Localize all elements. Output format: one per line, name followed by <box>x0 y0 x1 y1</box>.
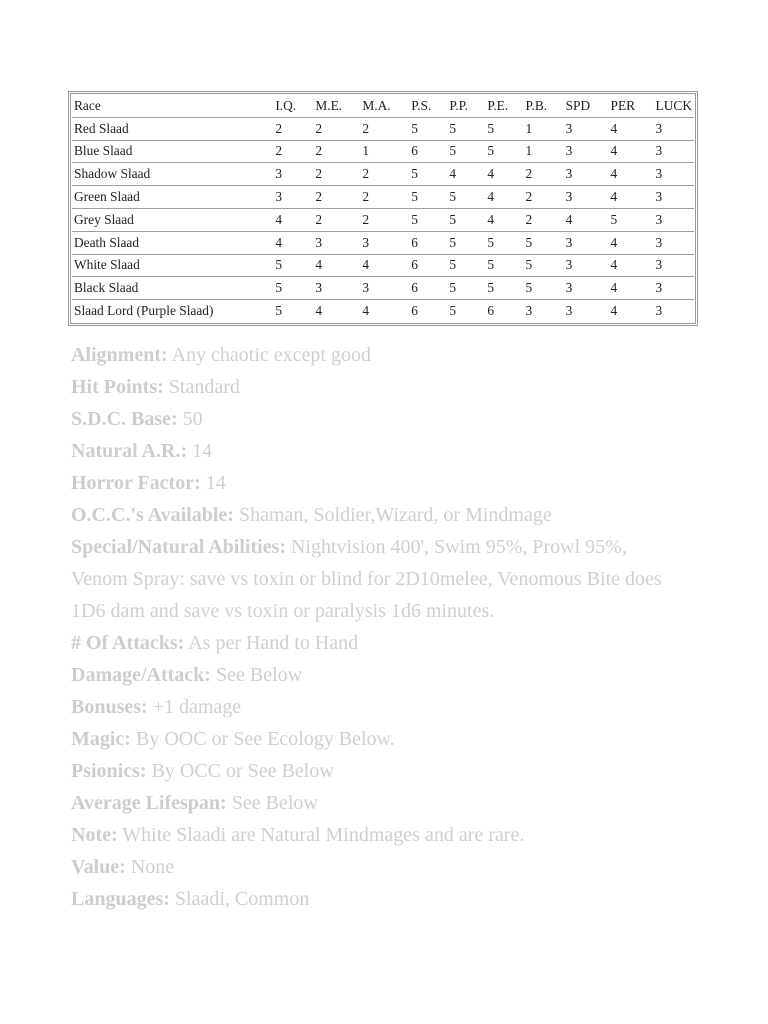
info-line <box>71 531 671 627</box>
stat-cell: 5 <box>447 117 485 140</box>
stat-cell: 5 <box>275 303 283 319</box>
table-row <box>72 140 694 163</box>
stat-cell: 5 <box>409 117 447 140</box>
header-luck: LUCK <box>654 95 694 117</box>
stat-cell: 3 <box>525 303 533 319</box>
stat-cell: 3 <box>654 208 694 231</box>
table-row <box>72 254 694 277</box>
stat-cell: 3 <box>313 231 360 254</box>
race-name-cell: Death Slaad <box>72 231 273 254</box>
info-value: Slaadi, Common <box>169 888 310 910</box>
stat-cell: 2 <box>313 163 360 186</box>
stat-cell: 4 <box>485 186 523 209</box>
info-value: Nightvision 400', Swim 95%, Prowl 95%, Venom Spray: save vs toxin or blind for 2D10melee, Venomous Bite does 1D6 dam and save vs toxin or paralysis 1d6 minutes. <box>71 536 662 622</box>
stat-cell: 3 <box>654 186 694 209</box>
table-row <box>72 186 694 209</box>
stat-cell: 2 <box>273 140 313 163</box>
stat-cell: 5 <box>485 277 523 300</box>
stat-cell: 2 <box>524 186 564 209</box>
info-label: Magic: <box>71 728 131 750</box>
race-name-cell: Shadow Slaad <box>72 163 273 186</box>
stat-cell: 4 <box>609 163 654 186</box>
stat-cell: 4 <box>609 117 654 140</box>
creature-info <box>71 339 671 915</box>
stat-cell: 3 <box>564 186 609 209</box>
stat-cell: 5 <box>273 254 313 277</box>
stat-cell: 5 <box>273 277 313 300</box>
stat-cell: 1 <box>524 117 564 140</box>
header-ma: M.A. <box>360 95 409 117</box>
stat-cell: 3 <box>360 231 409 254</box>
stat-cell: 5 <box>485 254 523 277</box>
stat-cell: 3 <box>654 140 694 163</box>
race-name-cell: Green Slaad <box>72 186 273 209</box>
stat-cell: 2 <box>313 186 360 209</box>
header-iq: I.Q. <box>273 95 313 117</box>
info-value: 14 <box>187 440 213 462</box>
stat-cell: 5 <box>485 231 523 254</box>
info-line <box>71 851 671 883</box>
info-value: 14 <box>200 472 226 494</box>
table-row <box>72 277 694 300</box>
stat-cell: 3 <box>564 117 609 140</box>
stat-cell: 4 <box>609 186 654 209</box>
race-name-cell: White Slaad <box>72 254 273 277</box>
stat-cell: 1 <box>360 140 409 163</box>
stat-cell: 2 <box>273 117 313 140</box>
info-label: Natural A.R.: <box>71 440 188 462</box>
slaad-stats-table <box>72 95 694 322</box>
stat-cell: 2 <box>360 186 409 209</box>
stat-cell: 6 <box>487 303 495 319</box>
info-line <box>71 819 671 851</box>
stat-cell: 4 <box>609 140 654 163</box>
info-label: Value: <box>71 856 126 878</box>
stat-cell: 3 <box>273 163 313 186</box>
header-ps: P.S. <box>409 95 447 117</box>
header-pb: P.B. <box>524 95 564 117</box>
stat-cell: 2 <box>360 208 409 231</box>
info-label: Alignment: <box>71 344 168 366</box>
header-per: PER <box>609 95 654 117</box>
info-line <box>71 403 671 435</box>
info-label: Psionics: <box>71 760 147 782</box>
info-label: Special/Natural Abilities: <box>71 536 286 558</box>
stat-cell: 5 <box>409 163 447 186</box>
info-label: # Of Attacks: <box>71 632 185 654</box>
info-line <box>71 435 671 467</box>
stat-cell: 4 <box>609 231 654 254</box>
stat-cell: 5 <box>409 208 447 231</box>
stat-cell: 5 <box>524 254 564 277</box>
stat-cell: 4 <box>447 163 485 186</box>
table-row <box>72 300 694 322</box>
stat-cell: 4 <box>485 163 523 186</box>
stat-cell: 5 <box>524 277 564 300</box>
info-value: +1 damage <box>147 696 242 718</box>
info-line <box>71 755 671 787</box>
stat-cell: 5 <box>447 231 485 254</box>
stat-cell: 5 <box>609 208 654 231</box>
stat-cell: 3 <box>273 186 313 209</box>
info-label: Bonuses: <box>71 696 148 718</box>
stat-cell: 3 <box>564 254 609 277</box>
stat-cell: 5 <box>485 140 523 163</box>
stat-cell: 4 <box>273 231 313 254</box>
stat-cell: 5 <box>409 186 447 209</box>
info-value: 50 <box>177 408 203 430</box>
stat-cell: 2 <box>313 208 360 231</box>
race-name-cell: Blue Slaad <box>72 140 273 163</box>
info-value: As per Hand to Hand <box>184 632 359 654</box>
stats-table-frame <box>68 91 698 326</box>
table-body <box>72 117 694 322</box>
race-name-cell: Red Slaad <box>72 117 273 140</box>
stat-cell: 1 <box>524 140 564 163</box>
stat-cell: 3 <box>654 163 694 186</box>
info-value: Any chaotic except good <box>167 344 371 366</box>
table-row <box>72 117 694 140</box>
info-value: See Below <box>226 792 318 814</box>
stat-cell: 2 <box>524 208 564 231</box>
stat-cell: 5 <box>524 231 564 254</box>
stat-cell: 3 <box>564 277 609 300</box>
stat-cell: 4 <box>362 303 370 319</box>
header-pe: P.E. <box>485 95 523 117</box>
info-line <box>71 371 671 403</box>
stat-cell: 5 <box>447 208 485 231</box>
info-value: See Below <box>210 664 303 686</box>
stat-cell: 2 <box>313 117 360 140</box>
stat-cell: 6 <box>409 254 447 277</box>
header-race: Race <box>72 95 273 117</box>
stat-cell: 4 <box>609 254 654 277</box>
table-row <box>72 208 694 231</box>
stat-cell: 6 <box>409 140 447 163</box>
stat-cell: 4 <box>273 208 313 231</box>
info-value: By OCC or See Below <box>146 760 334 782</box>
table-row <box>72 163 694 186</box>
info-label: Languages: <box>71 888 170 910</box>
stat-cell: 2 <box>360 163 409 186</box>
stat-cell: 3 <box>655 303 663 319</box>
stat-cell: 4 <box>564 208 609 231</box>
header-spd: SPD <box>564 95 609 117</box>
info-label: Damage/Attack: <box>71 664 211 686</box>
info-label: Average Lifespan: <box>71 792 227 814</box>
info-value: By OOC or See Ecology Below. <box>130 728 395 750</box>
stat-cell: 5 <box>449 303 457 319</box>
info-line <box>71 627 671 659</box>
table-row <box>72 231 694 254</box>
stat-cell: 2 <box>313 140 360 163</box>
info-label: Note: <box>71 824 118 846</box>
stat-cell: 3 <box>654 117 694 140</box>
stat-cell: 5 <box>447 277 485 300</box>
stat-cell: 4 <box>360 254 409 277</box>
info-value: Standard <box>163 376 240 398</box>
race-name-cell: Slaad Lord (Purple Slaad) <box>74 303 214 319</box>
stat-cell: 5 <box>447 186 485 209</box>
info-line <box>71 659 671 691</box>
info-label: Horror Factor: <box>71 472 201 494</box>
stat-cell: 3 <box>654 254 694 277</box>
info-line <box>71 883 671 915</box>
stat-cell: 4 <box>313 254 360 277</box>
table-header-row <box>72 95 694 117</box>
info-label: S.D.C. Base: <box>71 408 178 430</box>
info-line <box>71 787 671 819</box>
stat-cell: 3 <box>564 140 609 163</box>
stat-cell: 4 <box>610 303 618 319</box>
info-line <box>71 499 671 531</box>
stat-cell: 4 <box>609 277 654 300</box>
info-label: O.C.C.'s Available: <box>71 504 234 526</box>
info-value: None <box>125 856 175 878</box>
stat-cell: 3 <box>564 231 609 254</box>
info-value: White Slaadi are Natural Mindmages and are rare. <box>117 824 525 846</box>
race-name-cell: Black Slaad <box>72 277 273 300</box>
stat-cell: 2 <box>524 163 564 186</box>
info-line <box>71 339 671 371</box>
stat-cell: 6 <box>409 231 447 254</box>
info-label: Hit Points: <box>71 376 164 398</box>
header-me: M.E. <box>313 95 360 117</box>
stat-cell: 2 <box>360 117 409 140</box>
stat-cell: 4 <box>315 303 323 319</box>
stat-cell: 3 <box>564 163 609 186</box>
stat-cell: 5 <box>447 140 485 163</box>
stat-cell: 5 <box>447 254 485 277</box>
stat-cell: 3 <box>360 277 409 300</box>
header-pp: P.P. <box>447 95 485 117</box>
stat-cell: 6 <box>409 277 447 300</box>
info-line <box>71 723 671 755</box>
info-value: Shaman, Soldier,Wizard, or Mindmage <box>233 504 552 526</box>
stat-cell: 4 <box>485 208 523 231</box>
info-line <box>71 467 671 499</box>
info-line <box>71 691 671 723</box>
stat-cell: 3 <box>654 231 694 254</box>
stat-cell: 3 <box>654 277 694 300</box>
stat-cell: 3 <box>565 303 573 319</box>
stat-cell: 3 <box>313 277 360 300</box>
race-name-cell: Grey Slaad <box>72 208 273 231</box>
stat-cell: 5 <box>485 117 523 140</box>
stat-cell: 6 <box>411 303 418 319</box>
